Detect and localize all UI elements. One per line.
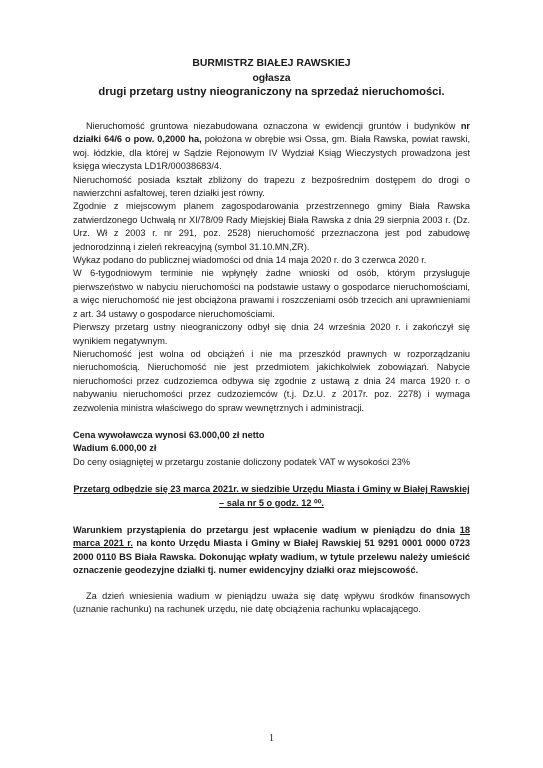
document-title: BURMISTRZ BIAŁEJ RAWSKIEJ: [192, 58, 351, 69]
paragraph-first-auction: Pierwszy przetarg ustny nieograniczony odbył się dnia 24 września 2020 r. i zakończył się wynikiem negatywnym.: [73, 322, 470, 346]
page-number: 1: [269, 733, 274, 744]
paragraph-zoning-plan: Zgodnie z miejscowym planem zagospodarowania przestrzennego gminy Biała Rawska zatwierdzonego Uchwałą nr XI/78/09 Rady Miejskiej Biała Rawska z dnia 29 sierpnia 2003 r. (Dz. Urz. Wł z 2003 r. nr 291, poz. 2528) nieruchomość przeznaczona jest pod zabudowę jednorodzinną i zieleń rekreacyjną (symbol 31.10.MN,ZR).: [73, 201, 470, 252]
paragraph-listing-dates: Wykaz podano do publicznej wiadomości od dnia 14 maja 2020 r. do 3 czerwca 2020 r.: [73, 255, 427, 266]
paragraph-shape: Nieruchomość posiada kształt zbliżony do trapezu z bezpośrednim dostępem do drogi o nawierzchni asfaltowej, teren działki jest równy.: [73, 174, 470, 199]
paragraph-property-description: Nieruchomość gruntowa niezabudowana oznaczona w ewidencji gruntów i budynków nr działki 64/6 o pow. 0,2000 ha, położona w obrębie wsi Ossa, gm. Biała Rawska, powiat rawski, woj. łódzkie, dla której w Sądzie Rejonowym IV Wydział Ksiąg Wieczystych prowadzona jest księga wieczysta LD1R/00038683/4.: [73, 121, 470, 172]
document-subject: drugi przetarg ustny nieograniczony na sprzedaż nieruchomości.: [98, 86, 445, 98]
vat-note: Do ceny osiągniętej w przetargu zostanie doliczony podatek VAT w wysokości 23%: [73, 456, 411, 467]
document-body: [73, 120, 470, 616]
auction-room-time: – sala nr 5 o godz. 12 ⁰⁰.: [219, 497, 324, 508]
payment-date-note: Za dzień wniesienia wadium w pieniądzu uważa się datę wpływu środków finansowych (uznanie rachunku) na rachunek urzędu, nie datę obciążenia rachunku wpłacającego.: [73, 590, 470, 614]
deposit-amount: Wadium 6.000,00 zł: [73, 443, 157, 454]
deposit-deadline: 18 marca 2021 r.: [73, 524, 470, 549]
document-subtitle: ogłasza: [252, 73, 291, 84]
paragraph-legal-status: Nieruchomość jest wolna od obciążeń i nie ma przeszkód prawnych w rozporządzaniu nieruchomością. Nieruchomość nie jest przedmiotem jakichkolwiek zobowiązań. Nabycie nieruchomości przez cudzoziemca odbywa się zgodnie z ustawą z dnia 24 marca 1920 r. o nabywaniu nieruchomości przez cudzoziemców (t.j. Dz.U. z 2017r. poz. 2278) i wymaga zezwolenia ministra właściwego do spraw wewnętrznych i administracji.: [73, 348, 470, 413]
deposit-terms: Warunkiem przystąpienia do przetargu jest wpłacenie wadium w pieniądzu do dnia 18 marca 2021 r. na konto Urzędu Miasta i Gminy w Białej Rawskiej 51 9291 0001 0000 0723 2000 0110 BS Biała Rawska. Dokonując wpłaty wadium, w tytule przelewu należy umieścić oznaczenie geodezyjne działki tj. numer ewidencyjny działki oraz miejscowość.: [73, 524, 470, 576]
paragraph-priority-rights: W 6-tygodniowym terminie nie wpłynęły żadne wnioski od osób, którym przysługuje pierwszeństwo w nabyciu nieruchomości na podstawie ustawy o gospodarce nieruchomościami, a więc nieruchomość nie jest obciążona prawami i roszczeniami osób trzecich ani uprawnieniami z art. 34 ustawy o gospodarce nieruchomościami.: [73, 268, 470, 319]
auction-date: Przetarg odbędzie się 23 marca 2021r. w siedzibie Urzędu Miasta i Gminy w Białej Rawskiej: [73, 484, 470, 495]
starting-price: Cena wywoławcza wynosi 63.000,00 zł netto: [73, 429, 265, 440]
parcel-number: nr działki 64/6 o pow. 0,2000 ha,: [73, 121, 470, 145]
